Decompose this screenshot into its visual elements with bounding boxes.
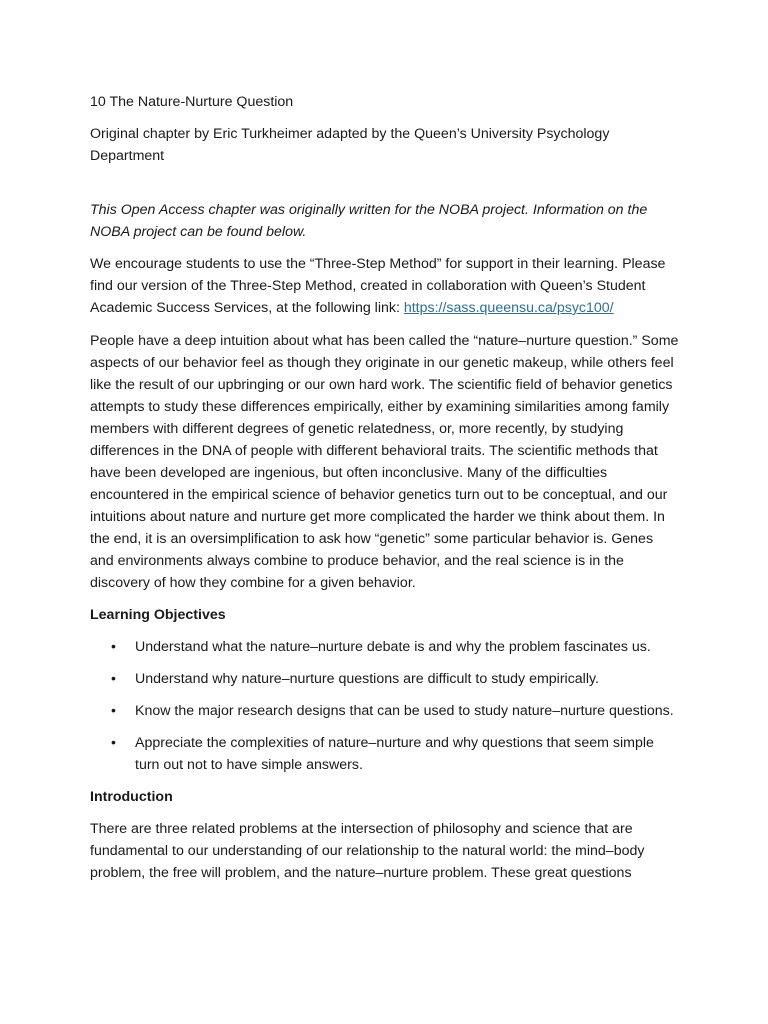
objective-text: Appreciate the complexities of nature–nurture and why questions that seem simple turn out not to have simple answers. xyxy=(135,735,654,773)
bullet-icon: • xyxy=(111,671,116,687)
introduction-paragraph: There are three related problems at the intersection of philosophy and science that are fundamental to our understanding of our relationship to the natural world: the mind–body problem, the free will problem, and the nature–nurture problem. These great questions xyxy=(90,821,645,881)
list-item xyxy=(90,700,680,722)
abstract-paragraph: People have a deep intuition about what has been called the “nature–nurture question.” Some aspects of our behavior feel as though they originate in our genetic makeup, while others feel like the result of our upbringing or our own hard work. The scientific field of behavior genetics attempts to study these differences empirically, either by examining similarities among family members with different degrees of genetic relatedness, or, more recently, by studying differences in the DNA of people with different behavioral traits. The scientific methods that have been developed are ingenious, but often inconclusive. Many of the difficulties encountered in the empirical science of behavior genetics turn out to be conceptual, and our intuitions about nature and nurture get more complicated the harder we think about them. In the end, it is an oversimplification to ask how “genetic” some particular behavior is. Genes and environments always combine to produce behavior, and the real science is in the discovery of how they combine for a given behavior. xyxy=(90,333,679,591)
list-item xyxy=(90,636,680,658)
three-step-paragraph xyxy=(90,253,680,319)
sass-link[interactable]: https://sass.queensu.ca/psyc100/ xyxy=(403,300,614,316)
chapter-title: 10 The Nature-Nurture Question xyxy=(90,94,294,110)
bullet-icon: • xyxy=(111,735,116,751)
introduction-heading: Introduction xyxy=(90,789,173,805)
bullet-icon: • xyxy=(111,703,116,719)
objective-text: Understand what the nature–nurture debate is and why the problem fascinates us. xyxy=(135,639,651,655)
list-item xyxy=(90,668,680,690)
document-page xyxy=(90,91,680,894)
list-item xyxy=(90,732,680,776)
objective-text: Understand why nature–nurture questions are difficult to study empirically. xyxy=(135,671,599,687)
open-access-note: This Open Access chapter was originally written for the NOBA project. Information on the NOBA project can be found below. xyxy=(90,202,648,240)
objective-text: Know the major research designs that can be used to study nature–nurture questions. xyxy=(135,703,674,719)
three-step-text: We encourage students to use the “Three-Step Method” for support in their learning. Please find our version of the Three-Step Method, created in collaboration with Queen’s Student Academic Success Services, at the following link: xyxy=(90,256,666,316)
bullet-icon: • xyxy=(111,639,116,655)
objectives-heading: Learning Objectives xyxy=(90,607,226,623)
objectives-list xyxy=(90,636,680,776)
chapter-byline: Original chapter by Eric Turkheimer adapted by the Queen’s University Psychology Department xyxy=(90,126,610,164)
